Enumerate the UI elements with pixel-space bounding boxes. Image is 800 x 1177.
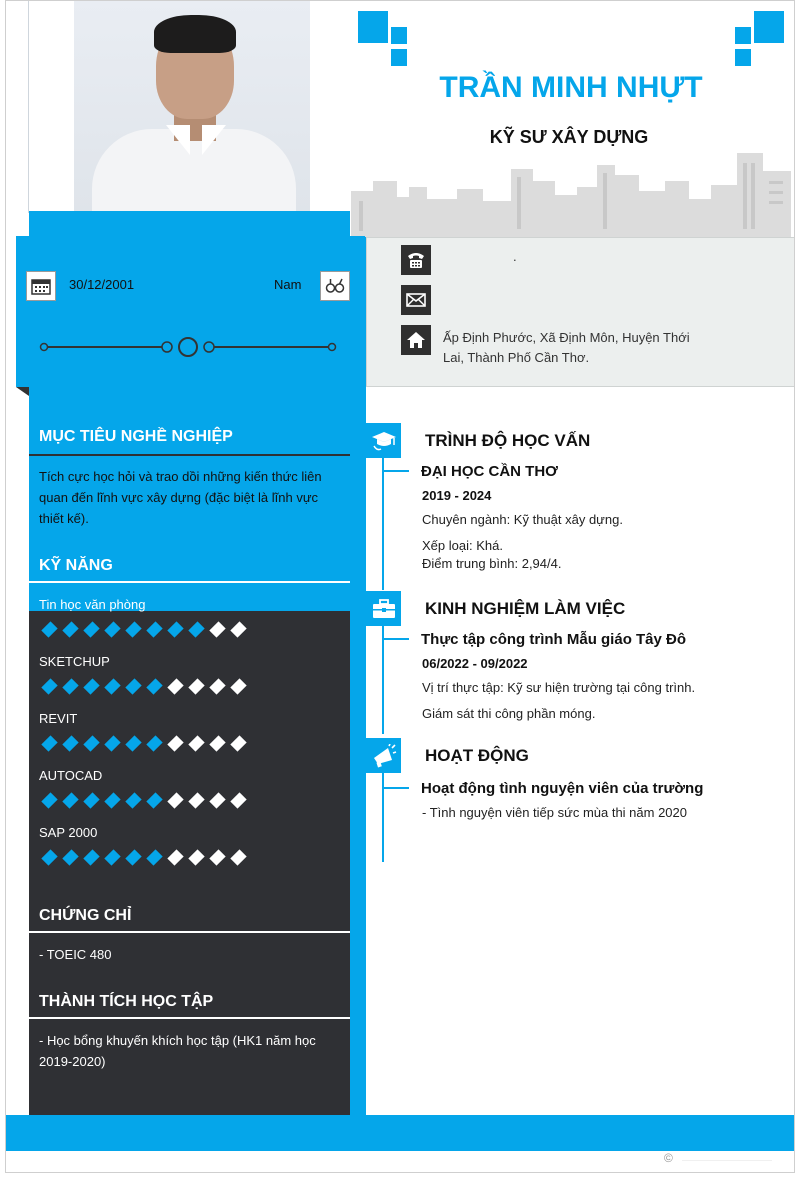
- certificate-item: - TOEIC 480: [39, 947, 112, 962]
- deco-square: [391, 49, 407, 66]
- rating-diamond-empty: [209, 735, 225, 751]
- rating-diamond-filled: [146, 735, 162, 751]
- timeline-connector: [382, 638, 409, 640]
- mail-icon: [401, 285, 431, 315]
- rating-diamond-filled: [104, 621, 120, 637]
- skill-name: REVIT: [39, 711, 78, 726]
- rating-diamond-filled: [146, 792, 162, 808]
- rating-diamond-filled: [125, 849, 141, 865]
- school-name: ĐẠI HỌC CẦN THƠ: [421, 463, 558, 480]
- briefcase-icon: [366, 591, 401, 626]
- phone-icon: [401, 245, 431, 275]
- skill-rating: [39, 849, 249, 867]
- section-divider: [29, 1017, 350, 1019]
- section-divider: [29, 454, 350, 456]
- candidate-name: TRẦN MINH NHỰT: [439, 71, 703, 104]
- deco-square: [754, 11, 784, 43]
- rating-diamond-filled: [41, 678, 57, 694]
- rating-diamond-empty: [230, 621, 246, 637]
- achievements-title: THÀNH TÍCH HỌC TẬP: [39, 993, 214, 1010]
- graduation-cap-icon: [366, 423, 401, 458]
- rating-diamond-filled: [62, 621, 78, 637]
- experience-position: Vị trí thực tập: Kỹ sư hiện trường tại công trình.: [422, 680, 696, 695]
- experience-period: 06/2022 - 09/2022: [422, 656, 528, 671]
- rating-diamond-filled: [104, 849, 120, 865]
- section-divider: [29, 581, 350, 583]
- fold-triangle: [16, 387, 29, 396]
- date-of-birth: 30/12/2001: [69, 277, 135, 292]
- skill-name: Tin học văn phòng: [39, 597, 146, 612]
- profile-photo: [74, 1, 310, 213]
- phone-number: .: [513, 249, 517, 264]
- gender-icon: [320, 271, 350, 301]
- objective-text-line: Tích cực học hỏi và trao dồi những kiến thức liên: [39, 469, 322, 484]
- rating-diamond-empty: [188, 735, 204, 751]
- timeline-line: [382, 626, 384, 734]
- rating-diamond-filled: [83, 792, 99, 808]
- certificates-title: CHỨNG CHỈ: [39, 907, 132, 924]
- footer-underline: [682, 1151, 772, 1161]
- rating-diamond-filled: [62, 735, 78, 751]
- personal-info-block: [16, 211, 365, 387]
- rating-diamond-empty: [209, 678, 225, 694]
- deco-square: [358, 11, 388, 43]
- education-gpa: Điểm trung bình: 2,94/4.: [422, 556, 562, 571]
- address-line-2: Lai, Thành Phố Cần Thơ.: [443, 350, 590, 365]
- objective-text-line: quan đến lĩnh vực xây dựng (đặc biệt là lĩnh vực: [39, 490, 319, 505]
- objective-text-line: thiết kế).: [39, 511, 89, 526]
- education-major: Chuyên ngành: Kỹ thuật xây dựng.: [422, 512, 623, 527]
- calendar-icon: [26, 271, 56, 301]
- rating-diamond-filled: [146, 621, 162, 637]
- deco-square: [735, 27, 751, 44]
- footer-bar: [6, 1115, 795, 1151]
- frame-line: [28, 1, 29, 213]
- rating-diamond-empty: [167, 792, 183, 808]
- skill-name: SKETCHUP: [39, 654, 110, 669]
- megaphone-icon: [366, 738, 401, 773]
- rating-diamond-empty: [167, 735, 183, 751]
- activities-title: HOẠT ĐỘNG: [425, 746, 529, 765]
- address-line-1: Ấp Định Phước, Xã Định Môn, Huyện Thới: [443, 330, 690, 345]
- experience-company: Thực tập công trình Mẫu giáo Tây Đô: [421, 631, 687, 648]
- city-skyline-illustration: [351, 141, 791, 237]
- rating-diamond-filled: [41, 792, 57, 808]
- activity-item: - Tình nguyện viên tiếp sức mùa thi năm 2020: [422, 805, 688, 820]
- rating-diamond-empty: [209, 621, 225, 637]
- rating-diamond-filled: [41, 621, 57, 637]
- rating-diamond-filled: [125, 735, 141, 751]
- rating-diamond-empty: [188, 849, 204, 865]
- home-icon: [401, 325, 431, 355]
- timeline-connector: [382, 470, 409, 472]
- rating-diamond-filled: [146, 678, 162, 694]
- deco-square: [735, 49, 751, 66]
- rating-diamond-empty: [209, 849, 225, 865]
- experience-title: KINH NGHIỆM LÀM VIỆC: [425, 599, 626, 618]
- achievement-text-line: 2019-2020): [39, 1054, 106, 1069]
- rating-diamond-empty: [167, 678, 183, 694]
- section-divider: [29, 931, 350, 933]
- objective-title: MỤC TIÊU NGHỀ NGHIỆP: [39, 428, 233, 445]
- job-title: KỸ SƯ XÂY DỰNG: [489, 127, 649, 147]
- rating-diamond-filled: [41, 849, 57, 865]
- rating-diamond-filled: [125, 792, 141, 808]
- rating-diamond-filled: [83, 678, 99, 694]
- deco-square: [391, 27, 407, 44]
- rating-diamond-empty: [188, 678, 204, 694]
- rating-diamond-filled: [104, 678, 120, 694]
- skill-name: SAP 2000: [39, 825, 98, 840]
- rating-diamond-filled: [188, 621, 204, 637]
- rating-diamond-filled: [83, 621, 99, 637]
- cv-page: [5, 0, 795, 1173]
- skills-title: KỸ NĂNG: [39, 557, 113, 574]
- rating-diamond-empty: [230, 849, 246, 865]
- rating-diamond-empty: [230, 678, 246, 694]
- decorative-line: [36, 335, 340, 359]
- skill-name: AUTOCAD: [39, 768, 103, 783]
- timeline-line: [382, 458, 384, 590]
- rating-diamond-filled: [41, 735, 57, 751]
- achievement-text-line: - Học bổng khuyến khích học tập (HK1 năm học: [39, 1033, 316, 1048]
- skill-rating: [39, 735, 249, 753]
- experience-task: Giám sát thi công phần móng.: [422, 706, 596, 721]
- skill-rating: [39, 792, 249, 810]
- rating-diamond-empty: [188, 792, 204, 808]
- rating-diamond-empty: [230, 735, 246, 751]
- rating-diamond-filled: [104, 735, 120, 751]
- education-period: 2019 - 2024: [422, 488, 492, 503]
- rating-diamond-filled: [146, 849, 162, 865]
- gender: Nam: [274, 277, 302, 292]
- rating-diamond-filled: [83, 735, 99, 751]
- timeline-connector: [382, 787, 409, 789]
- activity-name: Hoạt động tình nguyện viên của trường: [421, 780, 704, 797]
- rating-diamond-filled: [125, 678, 141, 694]
- rating-diamond-filled: [62, 849, 78, 865]
- rating-diamond-filled: [104, 792, 120, 808]
- rating-diamond-filled: [62, 792, 78, 808]
- education-title: TRÌNH ĐỘ HỌC VẤN: [425, 431, 591, 450]
- skill-rating: [39, 678, 249, 696]
- skill-rating: [39, 621, 249, 639]
- rating-diamond-filled: [125, 621, 141, 637]
- accent-vertical-bar: [350, 237, 366, 1117]
- education-rank: Xếp loại: Khá.: [422, 538, 503, 553]
- rating-diamond-filled: [62, 678, 78, 694]
- copyright: ©: [664, 1151, 673, 1165]
- rating-diamond-filled: [167, 621, 183, 637]
- rating-diamond-empty: [209, 792, 225, 808]
- rating-diamond-empty: [167, 849, 183, 865]
- rating-diamond-filled: [83, 849, 99, 865]
- rating-diamond-empty: [230, 792, 246, 808]
